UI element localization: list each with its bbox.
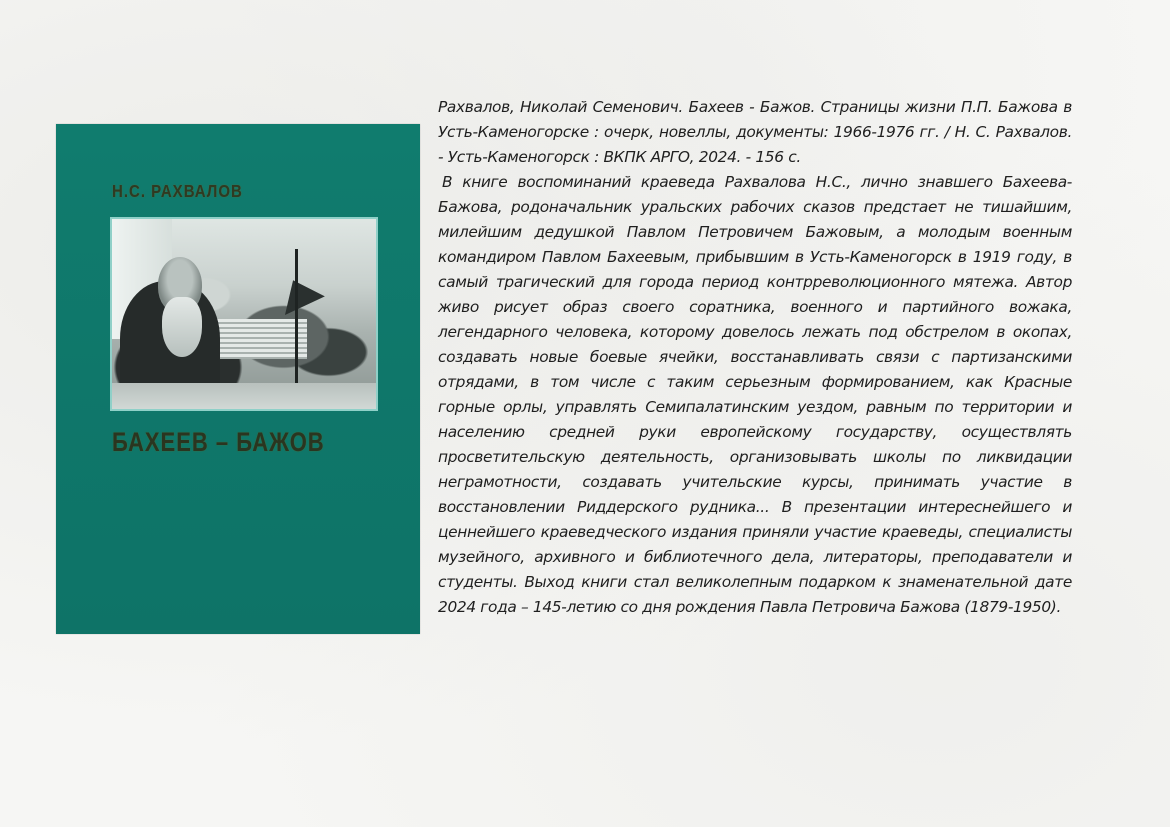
bibliographic-citation: Рахвалов, Николай Семенович. Бахеев - Бажов. Страницы жизни П.П. Бажова в Усть-Каменогорске : очерк, новеллы, документы: 1966-1976 гг. / Н. С. Рахвалов. - Усть-Каменогорск : ВКПК АРГО, 2024. - 156 с. [438,98,1072,166]
book-cover-title: БАХЕЕВ – БАЖОВ [112,427,325,457]
photo-lamp-pole [295,249,298,389]
photo-papers [217,319,307,359]
photo-lamp-shade [273,271,325,315]
book-description [438,95,1072,620]
photo-desk [112,383,376,409]
photo-man-beard [162,297,202,357]
book-cover-author: Н.С. РАХВАЛОВ [112,182,243,202]
book-annotation: В книге воспоминаний краеведа Рахвалова Н.С., лично знавшего Бахеева-Бажова, родоначальник уральских рабочих сказов предстает не тишайшим, милейшим дедушкой Павлом Петровичем Бажовым, а молодым военным командиром Павлом Бахеевым, прибывшим в Усть-Каменогорск в 1919 году, в самый трагический для города период контрреволюционного мятежа. Автор живо рисует образ своего соратника, военного и партийного вожака, легендарного человека, которому довелось лежать под обстрелом в окопах, создавать новые боевые ячейки, восстанавливать связи с партизанскими отрядами, в том числе с таким серьезным формированием, как Красные горные орлы, управлять Семипалатинским уездом, равным по территории и населению средней руки европейскому государству, осуществлять просветительскую деятельность, организовывать школы по ликвидации неграмотности, создавать учительские курсы, принимать участие в восстановлении Риддерского рудника... В презентации интереснейшего и ценнейшего краеведческого издания приняли участие краеведы, специалисты музейного, архивного и библиотечного дела, литераторы, преподаватели и студенты. Выход книги стал великолепным подарком к знаменательной дате 2024 года – 145-летию со дня рождения Павла Петровича Бажова (1879-1950). [438,173,1072,616]
book-cover-photo [110,217,378,411]
book-cover [56,124,420,634]
